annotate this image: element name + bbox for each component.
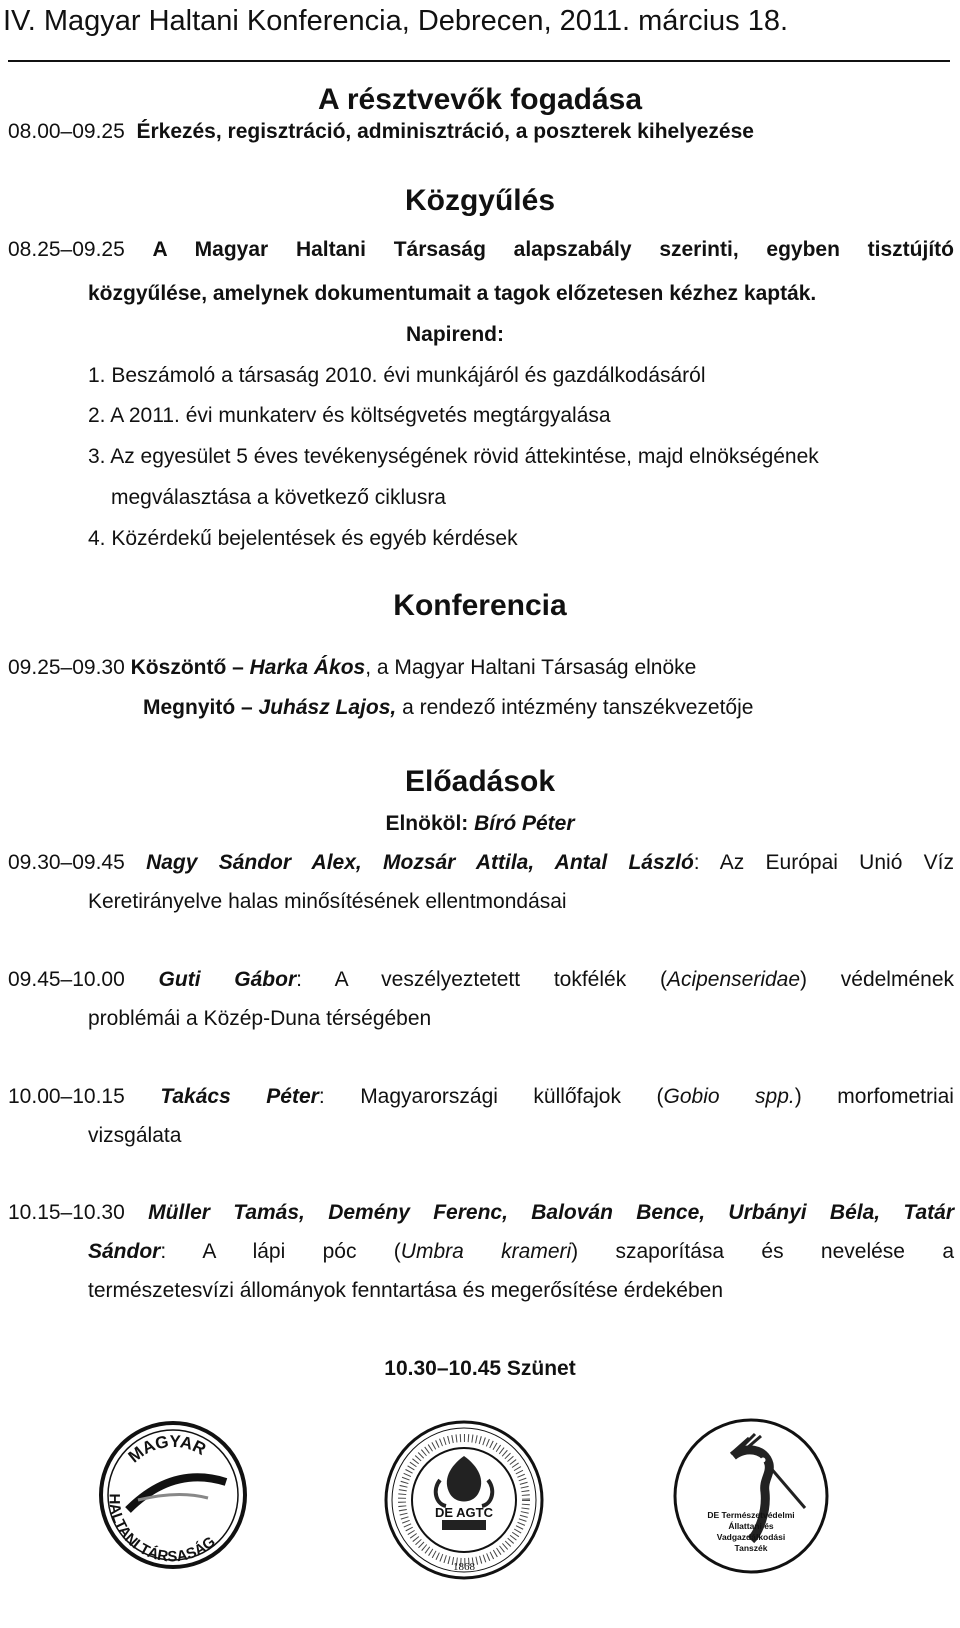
agenda-item-2: 2. A 2011. évi munkaterv és költségvetés megtárgyalása — [88, 404, 611, 427]
reception-time: 08.00–09.25 — [8, 120, 125, 143]
agenda-item-4: 4. Közérdekű bejelentések és egyéb kérdések — [88, 527, 518, 550]
assembly-text-2: közgyűlése, amelynek dokumentumait a tagok előzetesen kézhez kapták. — [88, 282, 817, 305]
talk-3-title-b: ) morfometriai — [794, 1085, 954, 1108]
talk-3-line2: vizsgálata — [88, 1124, 182, 1147]
document-header-title: IV. Magyar Haltani Konferencia, Debrecen, 2011. március 18. — [3, 5, 789, 37]
talk-3 — [8, 1084, 954, 1110]
talk-2 — [8, 967, 954, 993]
assembly-time: 08.25–09.25 — [8, 238, 125, 261]
chair-line — [0, 811, 960, 837]
talk-2-italic: Acipenseridae — [666, 968, 801, 991]
talk-2-title-b: ) védelmének — [800, 968, 955, 991]
reception-heading: A résztvevők fogadása — [317, 83, 643, 116]
talk-4-title-b: ) szaporítása és nevelése a — [571, 1240, 954, 1263]
talk-4-authors: Müller Tamás, Demény Ferenc, Balován Bence, Urbányi Béla, Tatár — [148, 1201, 954, 1224]
de-right-line2: Állattani és — [728, 1521, 774, 1531]
talk-3-sep: : — [318, 1085, 361, 1108]
de-agtc-year: 1868 — [453, 1561, 475, 1573]
talk-4-title-a: A lápi póc ( — [202, 1240, 401, 1263]
mht-logo — [98, 1420, 248, 1570]
break-line: 10.30–10.45 Szünet — [384, 1357, 576, 1380]
opening-name: Juhász Lajos, — [258, 696, 397, 719]
talks-heading: Előadások — [404, 765, 556, 798]
talk-4-line2 — [88, 1239, 954, 1265]
de-right-line4: Tanszék — [734, 1543, 768, 1553]
de-tanszek-logo — [673, 1416, 829, 1576]
header-divider — [8, 60, 950, 62]
de-right-line3: Vadgazdálkodási — [716, 1532, 786, 1542]
talk-4-time: 10.15–10.30 — [8, 1201, 125, 1224]
mht-logo-bottom: HALTANI TÁRSASÁG — [105, 1493, 219, 1566]
talk-1-time: 09.30–09.45 — [8, 851, 125, 874]
talk-1-sep: : — [693, 851, 720, 874]
talk-3-title-a: Magyarországi küllőfajok ( — [360, 1085, 664, 1108]
conference-heading: Konferencia — [393, 589, 567, 622]
talk-2-time: 09.45–10.00 — [8, 968, 125, 991]
talk-3-time: 10.00–10.15 — [8, 1085, 125, 1108]
de-agtc-label: DE AGTC — [434, 1505, 494, 1520]
de-right-line1: DE Természetvédelmi — [707, 1510, 795, 1520]
talk-4-italic: Umbra krameri — [400, 1240, 572, 1263]
talk-2-line2: problémái a Közép-Duna térségében — [88, 1007, 432, 1030]
chair-label: Elnököl: — [385, 812, 475, 835]
assembly-heading: Közgyűlés — [404, 184, 556, 217]
talk-4-authors2: Sándor — [88, 1240, 161, 1263]
agenda-item-1: 1. Beszámoló a társaság 2010. évi munkájáról és gazdálkodásáról — [88, 364, 706, 387]
chair-name: Bíró Péter — [474, 812, 575, 835]
opening-rest: a rendező intézmény tanszékvezetője — [396, 696, 754, 719]
welcome-name: Harka Ákos — [249, 656, 366, 679]
talk-1-authors: Nagy Sándor Alex, Mozsár Attila, Antal László — [146, 851, 694, 874]
assembly-line1 — [8, 237, 954, 263]
talk-4-sep: : — [160, 1240, 203, 1263]
agenda-item-3-cont: megválasztása a következő ciklusra — [111, 486, 446, 509]
talk-1-line2: Keretirányelve halas minősítésének ellentmondásai — [88, 890, 567, 913]
opening-label: Megnyitó – — [143, 696, 259, 719]
talk-2-title-a: A veszélyeztetett tokfélék ( — [334, 968, 667, 991]
reception-line — [8, 119, 754, 145]
assembly-text-1: A Magyar Haltani Társaság alapszabály szerinti, egyben tisztújító — [152, 238, 954, 261]
talk-2-authors: Guti Gábor — [158, 968, 297, 991]
agenda-label: Napirend: — [406, 323, 505, 346]
welcome-label: Köszöntő – — [130, 656, 250, 679]
opening-line — [143, 695, 753, 721]
talk-3-authors: Takács Péter — [160, 1085, 319, 1108]
welcome-line — [8, 655, 696, 681]
talk-2-sep: : — [296, 968, 335, 991]
talk-1 — [8, 850, 954, 876]
de-agtc-seal — [384, 1420, 544, 1580]
talk-4 — [8, 1200, 954, 1226]
welcome-time: 09.25–09.30 — [8, 656, 125, 679]
talk-3-italic: Gobio spp. — [663, 1085, 795, 1108]
welcome-rest: , a Magyar Haltani Társaság elnöke — [365, 656, 697, 679]
talk-4-line3: természetesvízi állományok fenntartása és megerősítése érdekében — [88, 1279, 723, 1302]
agenda-item-3: 3. Az egyesület 5 éves tevékenységének rövid áttekintése, majd elnökségének — [88, 445, 819, 468]
reception-text: Érkezés, regisztráció, adminisztráció, a poszterek kihelyezése — [136, 120, 754, 143]
talk-1-title-a: Az Európai Unió Víz — [719, 851, 954, 874]
mht-logo-top: MAGYAR — [124, 1431, 210, 1467]
